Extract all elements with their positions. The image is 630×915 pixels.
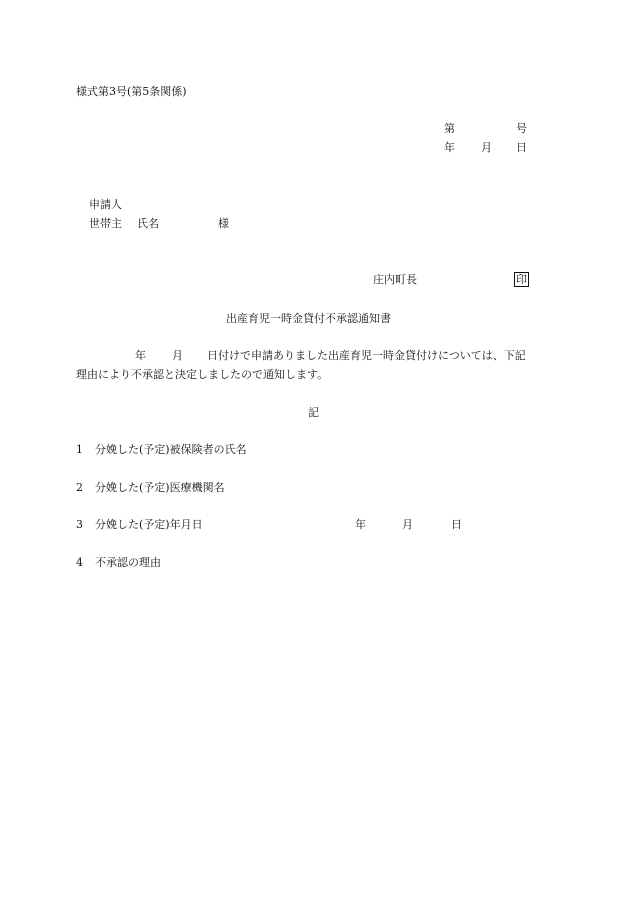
item-number: 3 <box>76 518 83 531</box>
item-date-year: 年 <box>355 518 366 531</box>
date-month: 月 <box>481 141 492 154</box>
form-label: 様式第3号(第5条関係) <box>76 85 187 98</box>
issuer-title: 庄内町長 <box>373 273 417 286</box>
document-title: 出産育児一時金貸付不承認通知書 <box>226 312 391 325</box>
item-date-day: 日 <box>451 518 462 531</box>
item-number: 4 <box>76 556 83 569</box>
household-head-label: 世帯主 <box>89 217 122 230</box>
item-number: 2 <box>76 481 83 494</box>
doc-number-prefix: 第 <box>444 122 455 135</box>
body-text-line-2: 理由により不承認と決定しましたので通知します。 <box>76 368 329 381</box>
body-year: 年 <box>135 349 146 362</box>
item-text: 分娩した(予定)被保険者の氏名 <box>95 443 247 456</box>
body-text-line-1: 日付けで申請ありました出産育児一時金貸付けについては、下記 <box>207 349 526 362</box>
item-text: 不承認の理由 <box>95 556 161 569</box>
body-month: 月 <box>172 349 183 362</box>
name-label: 氏名 <box>137 217 159 230</box>
honorific: 様 <box>218 217 229 230</box>
seal-mark: 印 <box>516 273 527 286</box>
doc-number-suffix: 号 <box>516 122 527 135</box>
item-date-month: 月 <box>402 518 413 531</box>
item-text: 分娩した(予定)医療機関名 <box>95 481 225 494</box>
date-day: 日 <box>516 141 527 154</box>
ki-heading: 記 <box>308 406 319 419</box>
item-number: 1 <box>76 443 83 456</box>
date-year: 年 <box>444 141 455 154</box>
applicant-label: 申請人 <box>89 198 122 211</box>
item-text: 分娩した(予定)年月日 <box>95 518 203 531</box>
